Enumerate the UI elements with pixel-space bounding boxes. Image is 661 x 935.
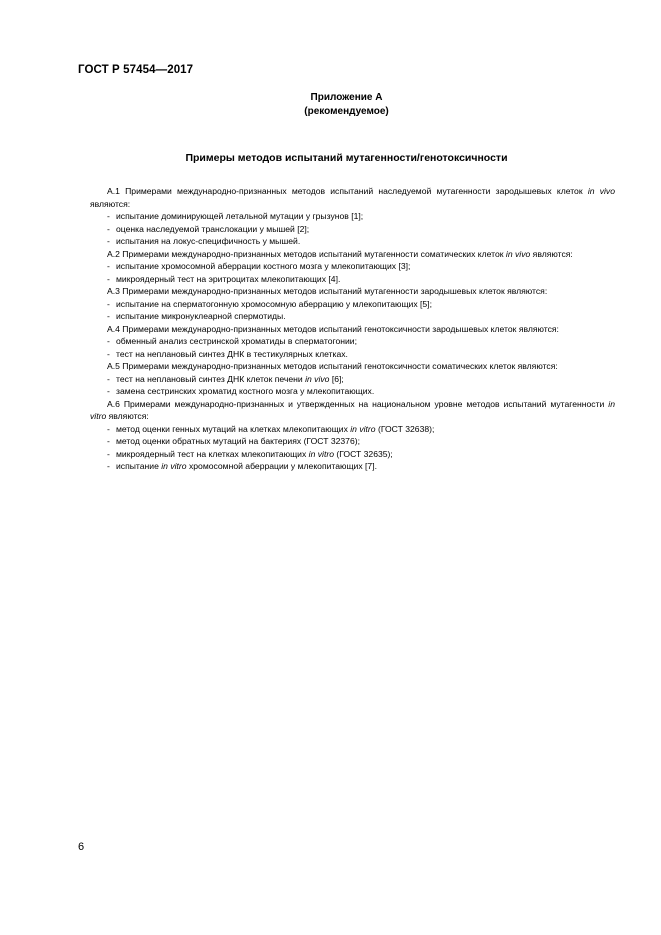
list-item: - испытание хромосомной аберрации костного мозга у млекопитающих [3]; xyxy=(107,261,411,271)
paragraph-a6: А.6 Примерами международно-признанных и утвержденных на национальном уровне методов испытаний мутагенности in vitro являются: xyxy=(90,398,615,421)
list-item: - тест на неплановый синтез ДНК клеток печени in vivo [6]; xyxy=(107,373,344,384)
document-body xyxy=(90,185,615,473)
list-item: - испытание микронуклеарной спермотиды. xyxy=(107,311,286,321)
annex-status: (рекомендуемое) xyxy=(304,106,389,117)
list-item: - оценка наследуемой транслокации у мышей [2]; xyxy=(107,223,310,234)
list-item: - микроядерный тест на клетках млекопитающих in vitro (ГОСТ 32635); xyxy=(107,448,393,459)
list-item: - испытание доминирующей летальной мутации у грызунов [1]; xyxy=(107,211,364,221)
list-item: - испытание in vitro хромосомной аберрации у млекопитающих [7]. xyxy=(107,461,377,471)
annex-title: Приложение А xyxy=(310,92,383,103)
paragraph-a1: А.1 Примерами международно-признанных методов испытаний наследуемой мутагенности зародышевых клеток in vivo являются: xyxy=(90,186,615,209)
paragraph-a3: А.3 Примерами международно-признанных методов испытаний мутагенности зародышевых клеток являются: xyxy=(107,286,548,296)
paragraph-a2: А.2 Примерами международно-признанных методов испытаний мутагенности соматических клеток in vivo являются: xyxy=(107,248,573,259)
annex-heading xyxy=(0,91,661,119)
page-number: 6 xyxy=(78,841,85,853)
list-item: - метод оценки генных мутаций на клетках млекопитающих in vitro (ГОСТ 32638); xyxy=(107,423,435,434)
list-item: - обменный анализ сестринской хроматиды в сперматогонии; xyxy=(107,336,357,346)
list-item: - метод оценки обратных мутаций на бактериях (ГОСТ 32376); xyxy=(107,436,360,446)
list-item: - тест на неплановый синтез ДНК в тестикулярных клетках. xyxy=(107,348,348,359)
paragraph-a5: А.5 Примерами международно-признанных методов испытаний генотоксичности соматических клеток являются: xyxy=(107,361,558,371)
paragraph-a4: А.4 Примерами международно-признанных методов испытаний генотоксичности зародышевых клеток являются: xyxy=(107,323,559,334)
standard-number: ГОСТ Р 57454—2017 xyxy=(78,64,194,76)
list-item: - испытания на локус-специфичность у мышей. xyxy=(107,236,301,246)
list-item: - микроядерный тест на эритроцитах млекопитающих [4]. xyxy=(107,273,341,284)
list-item: - испытание на сперматогонную хромосомную аберрацию у млекопитающих [5]; xyxy=(107,298,432,309)
section-title: Примеры методов испытаний мутагенности/генотоксичности xyxy=(185,152,508,164)
list-item: - замена сестринских хроматид костного мозга у млекопитающих. xyxy=(107,386,375,396)
